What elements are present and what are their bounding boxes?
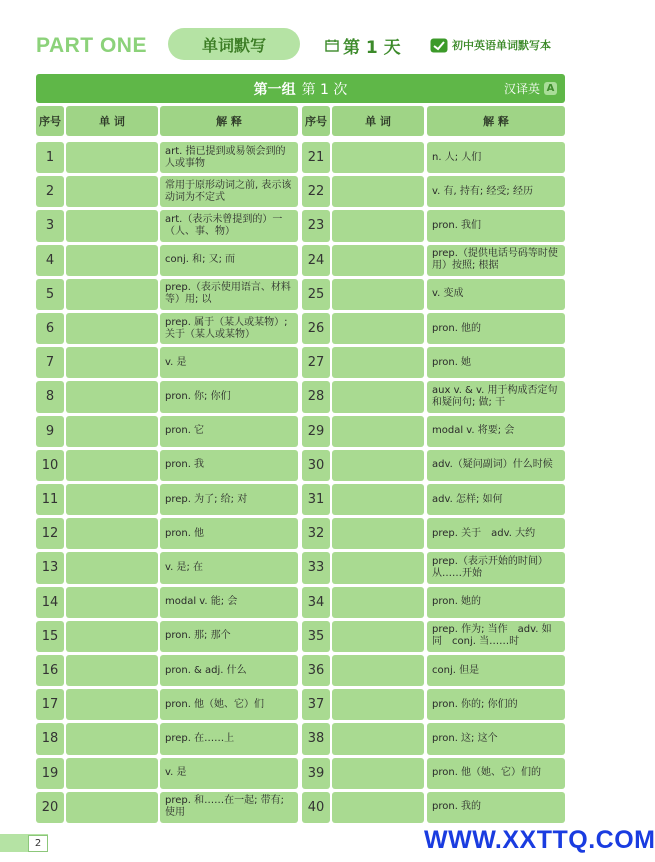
row-number: 15 [36,621,64,652]
row-number: 40 [302,792,330,823]
brand [430,37,551,53]
definition: pron. 你的; 你们的 [427,689,565,720]
row-number: 17 [36,689,64,720]
word-answer-blank[interactable] [332,552,424,583]
definition: prep.（表示开始的时间）从……开始 [427,552,565,583]
word-answer-blank[interactable] [332,279,424,310]
row-number: 24 [302,245,330,276]
header-no: 序号 [36,106,64,136]
row-number: 11 [36,484,64,515]
word-answer-blank[interactable] [66,142,158,173]
row-number: 21 [302,142,330,173]
word-answer-blank[interactable] [66,484,158,515]
row-number: 35 [302,621,330,652]
word-answer-blank[interactable] [332,176,424,207]
row-number: 32 [302,518,330,549]
row-number: 5 [36,279,64,310]
row-number: 12 [36,518,64,549]
definition: pron. 我们 [427,210,565,241]
word-answer-blank[interactable] [66,416,158,447]
definition: prep. 关于 adv. 大约 [427,518,565,549]
row-number: 31 [302,484,330,515]
row-number: 27 [302,347,330,378]
row-number: 34 [302,587,330,618]
definition: prep. 属于（某人或某物）; 关于（某人或某物） [160,313,298,344]
row-number: 26 [302,313,330,344]
definition: pron. 那; 那个 [160,621,298,652]
definition: pron. 他（她、它）们 [160,689,298,720]
word-answer-blank[interactable] [332,689,424,720]
definition: pron. 我的 [427,792,565,823]
definition: pron. 她 [427,347,565,378]
definition: 常用于原形动词之前, 表示该动词为不定式 [160,176,298,207]
word-answer-blank[interactable] [66,723,158,754]
row-number: 25 [302,279,330,310]
row-number: 29 [302,416,330,447]
definition: modal v. 能; 会 [160,587,298,618]
row-number: 37 [302,689,330,720]
definition: v. 是; 在 [160,552,298,583]
mode-text: 汉译英 [503,82,540,96]
word-answer-blank[interactable] [332,210,424,241]
header-no-right: 序号 [302,106,330,136]
definition: prep. 在……上 [160,723,298,754]
definition: modal v. 将要; 会 [427,416,565,447]
definition: v. 是 [160,758,298,789]
word-answer-blank[interactable] [332,142,424,173]
word-answer-blank[interactable] [66,552,158,583]
header-meaning: 解 释 [160,106,298,136]
definition: n. 人; 人们 [427,142,565,173]
attempt-number: 第 1 次 [301,81,348,98]
row-number: 14 [36,587,64,618]
word-answer-blank[interactable] [66,279,158,310]
definition: pron. 他（她、它）们的 [427,758,565,789]
word-answer-blank[interactable] [66,347,158,378]
watermark: WWW.XXTTQ.COM [424,826,655,854]
page-number: 2 [28,835,48,852]
row-number: 3 [36,210,64,241]
definition: pron. 这; 这个 [427,723,565,754]
word-answer-blank[interactable] [66,210,158,241]
definition: art. 指已提到或易领会到的人或事物 [160,142,298,173]
row-number: 7 [36,347,64,378]
definition: pron. 我 [160,450,298,481]
word-answer-blank[interactable] [332,245,424,276]
word-answer-blank[interactable] [66,689,158,720]
word-answer-blank[interactable] [66,792,158,823]
definition: prep.（表示使用语言、材料等）用; 以 [160,279,298,310]
word-answer-blank[interactable] [332,484,424,515]
definition: pron. 她的 [427,587,565,618]
word-answer-blank[interactable] [332,758,424,789]
word-answer-blank[interactable] [332,518,424,549]
part-label: PART ONE [36,34,147,57]
row-number: 8 [36,381,64,412]
word-answer-blank[interactable] [66,176,158,207]
word-answer-blank[interactable] [332,381,424,412]
row-number: 9 [36,416,64,447]
group-banner [36,74,565,103]
row-number: 20 [36,792,64,823]
calendar-icon [325,39,339,52]
definition: prep.（提供电话号码等时使用）按照; 根据 [427,245,565,276]
row-number: 23 [302,210,330,241]
definition: prep. 为了; 给; 对 [160,484,298,515]
word-answer-blank[interactable] [66,518,158,549]
word-answer-blank[interactable] [66,587,158,618]
row-number: 38 [302,723,330,754]
word-answer-blank[interactable] [332,450,424,481]
mode-badge: A [544,82,557,95]
row-number: 6 [36,313,64,344]
row-number: 30 [302,450,330,481]
definition: prep. 和……在一起; 带有; 使用 [160,792,298,823]
row-number: 16 [36,655,64,686]
definition: v. 是 [160,347,298,378]
row-number: 2 [36,176,64,207]
definition: pron. 他 [160,518,298,549]
word-answer-blank[interactable] [332,416,424,447]
header-word-right: 单 词 [332,106,424,136]
row-number: 28 [302,381,330,412]
word-answer-blank[interactable] [332,313,424,344]
word-answer-blank[interactable] [332,792,424,823]
day-text: 第 1 天 [343,38,401,58]
row-number: 13 [36,552,64,583]
word-answer-blank[interactable] [66,450,158,481]
definition: v. 有, 持有; 经受; 经历 [427,176,565,207]
row-number: 19 [36,758,64,789]
word-answer-blank[interactable] [66,621,158,652]
brand-logo-icon [430,38,448,53]
definition: pron. & adj. 什么 [160,655,298,686]
definition: conj. 和; 又; 而 [160,245,298,276]
page-header [0,0,621,66]
definition: adv.（疑问副词）什么时候 [427,450,565,481]
word-answer-blank[interactable] [332,621,424,652]
word-answer-blank[interactable] [66,655,158,686]
header-meaning-right: 解 释 [427,106,565,136]
word-answer-blank[interactable] [332,347,424,378]
word-answer-blank[interactable] [332,587,424,618]
definition: pron. 他的 [427,313,565,344]
word-answer-blank[interactable] [66,758,158,789]
row-number: 1 [36,142,64,173]
definition: pron. 它 [160,416,298,447]
header-word: 单 词 [66,106,158,136]
definition: pron. 你; 你们 [160,381,298,412]
page-number-tab [0,834,48,852]
definition: art.（表示未曾提到的）一（人、事、物） [160,210,298,241]
day-label [325,33,401,58]
row-number: 4 [36,245,64,276]
word-answer-blank[interactable] [66,381,158,412]
definition: v. 变成 [427,279,565,310]
row-number: 22 [302,176,330,207]
brand-text: 初中英语单词默写本 [452,39,551,52]
word-answer-blank[interactable] [332,655,424,686]
definition: prep. 作为; 当作 adv. 如同 conj. 当……时 [427,621,565,652]
word-answer-blank[interactable] [66,245,158,276]
row-number: 10 [36,450,64,481]
mode-label [504,80,557,97]
banner-title [36,79,565,99]
definition: conj. 但是 [427,655,565,686]
definition: aux v. & v. 用于构成否定句和疑问句; 做; 干 [427,381,565,412]
vocab-table [36,106,565,826]
row-number: 33 [302,552,330,583]
group-name: 第一组 [253,81,296,98]
row-number: 18 [36,723,64,754]
definition: adv. 怎样; 如何 [427,484,565,515]
word-answer-blank[interactable] [332,723,424,754]
section-pill: 单词默写 [168,28,300,60]
row-number: 39 [302,758,330,789]
row-number: 36 [302,655,330,686]
word-answer-blank[interactable] [66,313,158,344]
